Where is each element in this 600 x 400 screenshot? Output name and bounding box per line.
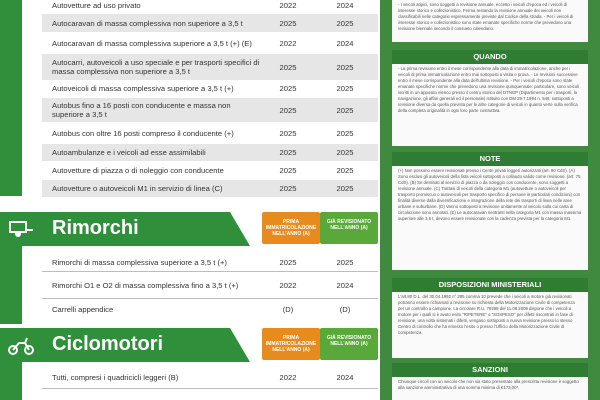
row-label: Rimorchi O1 e O2 di massa complessiva fino a 3,5 t (+) [52,280,239,290]
row-label: Autoveicoli di massa complessiva superiore a 3,5 t (+) [52,83,234,93]
table-row [42,302,378,316]
intro-panel [392,0,588,42]
row-first-value: 2022 [279,38,297,48]
moped-icon-svg [8,335,34,355]
ciclomotori-title: Ciclomotori [52,333,164,355]
already-revised-pill: GIÀ REVISIONATO NELL'ANNO (A) [320,328,378,360]
disposizioni-text: L'art.80 D.L. del 30.04.1992 n° 285 comma 10 prevede che i veicoli a motore già revisionati potranno essere richiamati a revisione su richiesta della Motorizzazione Civile di competenza per un controllo a campione. La circolare R.U. 79298 del 11.08.2009 dispone che i veicoli a motore per i quali si è avuto esito "RIPETERE" o "SOSPESO" per difetti riscontrati in fase di revisione, una volta sistemati i difetti, vengano sottoposti a nuova revisione presso lo stesso Centro di controllo che ha emesso l'esito o presso l'Ufficio della Motorizzazione Civile di competenza. [398,294,575,335]
first-registration-pill: PRIMA IMMATRICOLAZIONE NELL'ANNO (A) [262,328,320,360]
table-row [42,370,378,384]
trailer-icon-svg [8,219,34,239]
row-second-value: 2025 [336,184,354,193]
row-second-value: 2025 [336,62,354,72]
row-label: Autoambulanze e i veicoli ad esse assimilabili [52,148,206,157]
section-side-bar [0,0,22,196]
row-second-value: (D) [339,304,351,314]
row-first-value: (D) [282,304,294,314]
row-first-value: 2025 [279,148,297,157]
table-row [42,274,378,296]
note-panel [392,166,588,270]
table-row [42,54,378,80]
row-label: Autovetture ad uso privato [52,1,141,10]
table-row [42,144,378,161]
row-label: Autovetture o autoveicoli M1 in servizio di linea (C) [52,184,223,193]
row-first-value: 2025 [279,83,297,93]
row-label: Autobus con oltre 16 posti compreso il conducente (+) [52,128,234,138]
row-label: Autobus fino a 16 posti con conducente e massa non superiore a 3,5 t [52,101,231,119]
table-row [42,0,378,11]
info-sidebar [380,0,600,400]
row-second-value: 2025 [336,105,354,115]
row-first-value: 2025 [279,105,297,115]
section-side-bar [0,246,22,324]
row-label: Autocaravan di massa complessiva superiore a 3,5 t (+) (E) [52,38,252,48]
intro-text: - I veicoli atipici, sono soggetti a revisione annuale, eccetto i veicoli d'epoca ed i veicoli di interesse storico e collezionistico. Ferma restando la revisione annuale dei veicoli non classificabili nelle categorie espressamente previste dal Codice della strada. - Per i veicoli di interesse storico e collezionistico sono state emanate specifiche norme che prevedono una revisione biennale secondo il consueto calendario. [398,2,574,31]
note-text: (+) Non possono essere revisionati presso i Centri privati leggeri autorizzati (art. 80 CdS). (A) Sono esclusi gli autoveicoli della lista veicoli sottoposti a collaudo valido come revisione. (art. 75 CdS). (B) Se destinati al servizio di piazza o da noleggio con conducente, sono soggetti a revisione annuale. (C) Trattasi di veicoli della categoria M1 (autovetture o autoveicoli per trasporto promiscuo o autoveicoli per trasporto specifico di persone in particolari condizioni) con finalità diverse dalla diversificazione e integrazione della rete dei trasporti di linea nelle aree urbane e suburbane. (D) Vanno sottoposti a revisione unitamente al veicolo sulla cui carta di circolazione sono annotati. (E) Le autocaravan rientranti nella categoria M1 con massa massima superiore alle 3,5 t, devono essere revisionate con la cadenza prevista per la categoria M1. [398,168,582,221]
rimorchi-title: Rimorchi [52,217,139,239]
row-second-value: 2024 [336,38,354,48]
disposizioni-heading: DISPOSIZIONI MINISTERIALI [392,278,588,292]
sanzioni-heading: SANZIONI [392,363,588,377]
row-first-value: 2025 [279,257,297,267]
row-label: Tutti, compresi i quadricicli leggeri (B) [52,372,179,382]
row-first-value: 2022 [279,372,297,382]
table-row [42,80,378,96]
row-divider [42,388,378,389]
rimorchi-header [0,212,380,246]
row-divider [42,271,378,272]
row-second-value: 2025 [336,257,354,267]
row-second-value: 2025 [336,83,354,93]
row-second-value: 2024 [336,1,354,10]
section-side-bar [0,392,22,400]
trailer-icon [8,219,34,239]
table-row [42,124,378,142]
table-row [42,98,378,122]
row-first-value: 2022 [279,280,297,290]
quando-panel [392,64,588,146]
row-second-value: 2025 [336,18,354,28]
row-label: Rimorchi di massa complessiva superiore a 3,5 t (+) [52,257,227,267]
row-first-value: 2025 [279,18,297,28]
row-first-value: 2025 [279,165,297,175]
row-label: Carrelli appendice [52,304,114,314]
ciclomotori-header [0,328,380,362]
disposizioni-panel [392,292,588,358]
row-second-value: 2025 [336,128,354,138]
table-row [42,180,378,197]
row-second-value: 2024 [336,372,354,382]
note-heading: NOTE [392,152,588,166]
row-divider [42,298,378,299]
row-label: Autocaravan di massa complessiva non superiore a 3,5 t [52,18,243,28]
sanzioni-panel [392,377,588,400]
row-label: Autocarri, autoveicoli a uso speciale e per trasporti specifici di massa complessiva non superiore a 3,5 t [52,58,260,76]
sanzioni-text: Chiunque circoli con un veicolo che non sia stato presentato alla prescritta revisione è soggetto alla sanzione amministrativa di una somma minima di €173,00*. [398,379,579,390]
row-first-value: 2022 [279,1,297,10]
table-row [42,14,378,32]
row-second-value: 2024 [336,280,354,290]
row-second-value: 2025 [336,148,354,157]
row-label: Autovetture di piazza o di noleggio con conducente [52,165,224,175]
moped-icon [8,335,34,355]
quando-text: - La prima revisione entro il mese corrispondente alla data di immatricolazione, anche per i veicoli di prima immatricolazione entro mai sottoposti a visita e prova. - Le revisioni successive entro il mese corrispondente alla data dell'ultima revisione. - Per i veicoli d'epoca sono state emanate specifiche norme che prevedono una revisione quinquennale: particolare, sono veicoli iscritti in un apposito elenco presso il centro storico del DTNGP (Dipartimento per i trasporti, la navigazione, gli affari generali ed il personale) istituito con DM 29.7.1994 n. 546: sottoposti a revisione diversa da quella prevista per le altre categorie di veicoli in quanto verte sulla verifica della completa originalità in ogni loro parte costruttiva. [398,66,580,113]
table-row [42,34,378,52]
table-row [42,255,378,269]
quando-heading: QUANDO [392,50,588,64]
table-row [42,162,378,178]
first-registration-pill: PRIMA IMMATRICOLAZIONE NELL'ANNO (A) [262,212,320,244]
row-first-value: 2025 [279,184,297,193]
already-revised-pill: GIÀ REVISIONATO NELL'ANNO (A) [320,212,378,244]
row-first-value: 2025 [279,128,297,138]
row-first-value: 2025 [279,62,297,72]
row-second-value: 2025 [336,165,354,175]
